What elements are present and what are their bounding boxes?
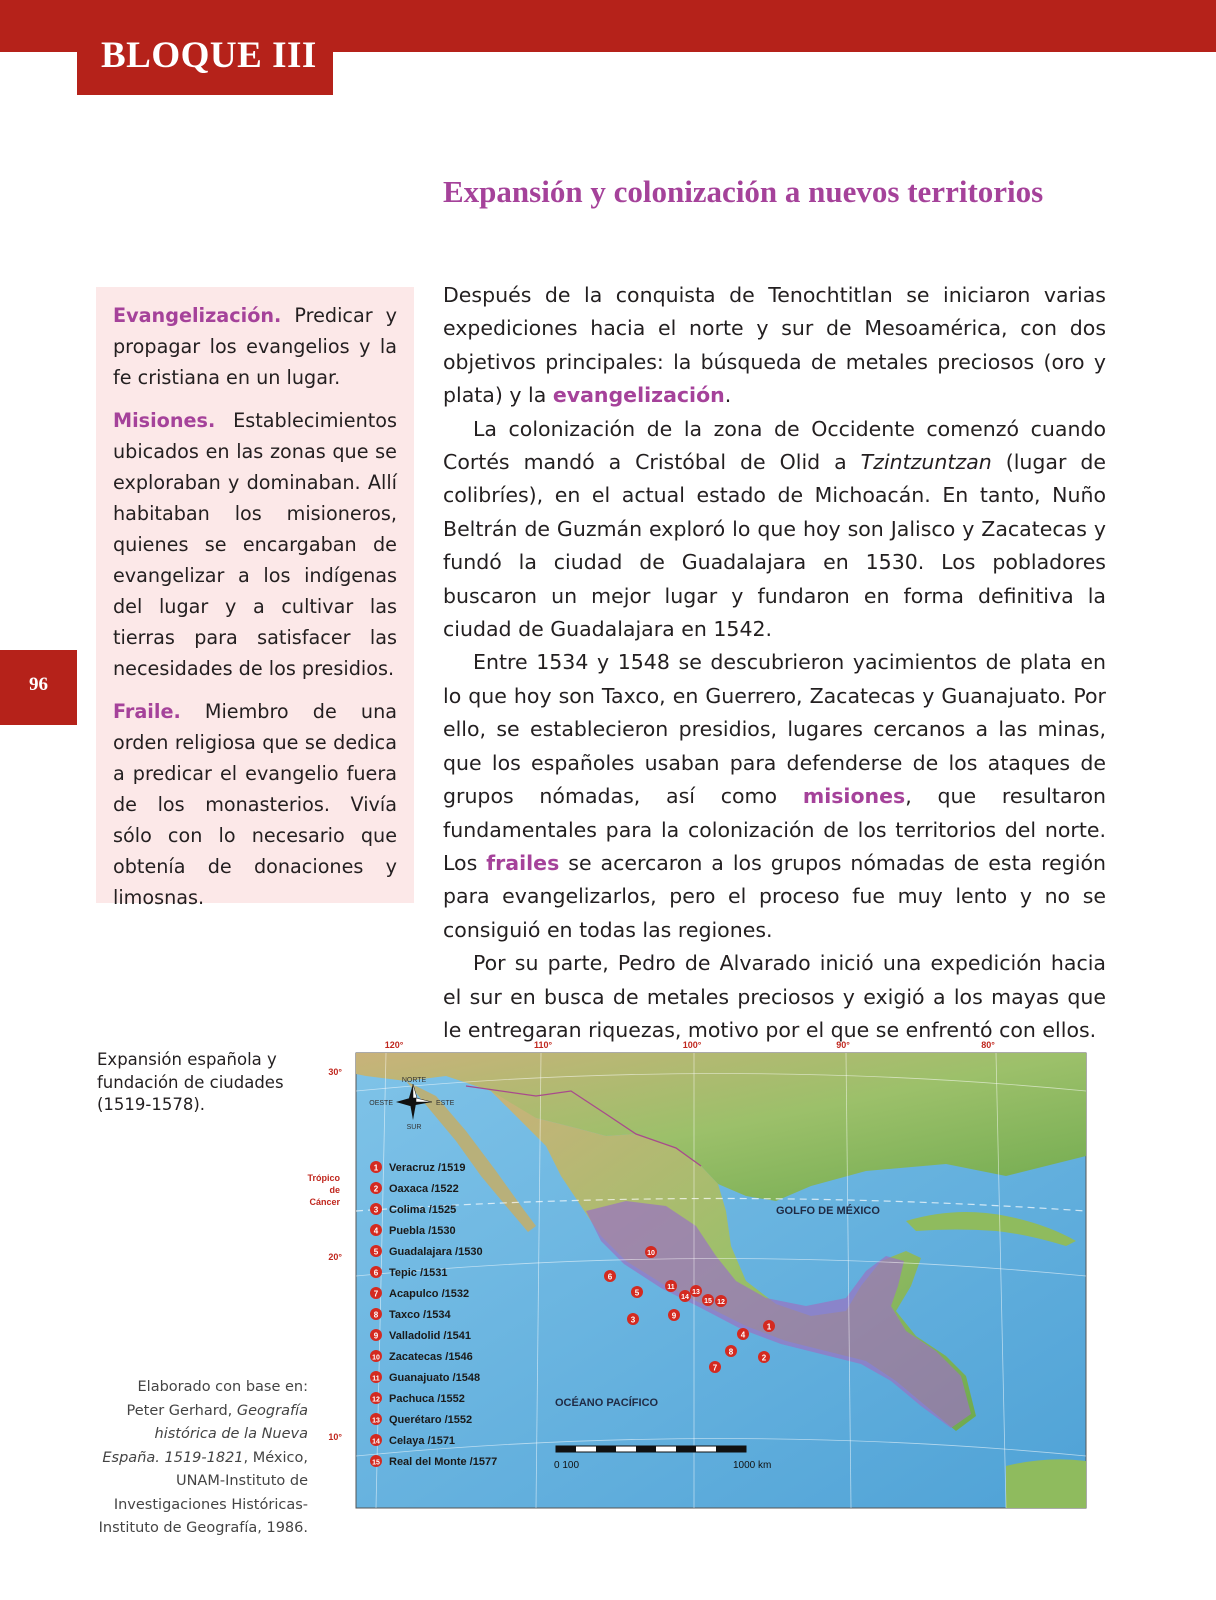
legend-number: 13: [372, 1417, 380, 1425]
legend-number: 5: [373, 1247, 379, 1257]
text: Entre 1534 y 1548 se descubrieron yacimientos de plata en lo que hoy son Taxco, en Guerrero, Zacatecas y Guanajuato. Por ello, se establecieron presidios, lugares cercanos a las minas, que los españoles usaban para defenderse de los ataques de grupos nómadas, así como: [443, 650, 1106, 809]
legend-label: Guanajuato /1548: [389, 1372, 481, 1384]
ocean-label: OCÉANO PACÍFICO: [555, 1397, 659, 1409]
glossary-definition: Establecimientos ubicados en las zonas que se exploraban y dominaban. Allí habitaban los misioneros, quienes se encargaban de evangelizar a los indígenas del lugar y a cultivar las tierras para satisfacer las necesidades de los presidios.: [113, 409, 397, 680]
city-marker-number: 11: [667, 1284, 675, 1291]
compass-east-label: ESTE: [436, 1100, 455, 1107]
city-marker: [690, 1285, 702, 1297]
legend-label: Celaya /1571: [389, 1435, 456, 1447]
paragraph-2: [443, 413, 1106, 647]
legend-label: Colima /1525: [389, 1204, 457, 1216]
paragraph-4: Por su parte, Pedro de Alvarado inició una expedición hacia el sur en busca de metales preciosos y exigió a los mayas que le entregaran riquezas, motivo por el que se enfrentó con ellos.: [443, 951, 1106, 1042]
glossary-definition: Miembro de una orden religiosa que se dedica a predicar el evangelio fuera de los monasterios. Vivía sólo con lo necesario que obtenía de donaciones y limosnas.: [113, 700, 397, 909]
glossary-term: Fraile.: [113, 700, 181, 723]
latitude-label: 10°: [328, 1432, 342, 1442]
city-marker-number: 7: [712, 1363, 718, 1373]
legend-label: Real del Monte /1577: [389, 1456, 498, 1468]
legend-number: 4: [373, 1226, 379, 1236]
scale-start-label: 0 100: [554, 1460, 580, 1471]
city-marker: [631, 1286, 643, 1298]
city-marker: [737, 1328, 749, 1340]
legend-number: 14: [372, 1438, 380, 1446]
legend-label: Acapulco /1532: [389, 1288, 470, 1300]
map-source: [96, 1376, 308, 1541]
latitude-label: 30°: [328, 1067, 342, 1077]
compass-south-label: SUR: [406, 1124, 422, 1131]
legend-label: Tepic /1531: [389, 1267, 448, 1279]
longitude-label: 90°: [836, 1040, 850, 1050]
legend-number: 11: [372, 1375, 380, 1383]
glossary-term: Evangelización.: [113, 304, 282, 327]
city-marker: [604, 1270, 616, 1282]
italic-term: Tzintzuntzan: [860, 450, 992, 475]
section-title: Expansión y colonización a nuevos territorios: [443, 174, 1044, 209]
legend-label: Veracruz /1519: [389, 1162, 466, 1174]
city-marker: [679, 1290, 691, 1302]
glossary-term: Misiones.: [113, 409, 216, 432]
text: Después de la conquista de Tenochtitlan se iniciaron varias expediciones hacia el norte y sur de Mesoamérica, con dos objetivos principales: la búsqueda de metales preciosos (oro y plata) y la: [443, 283, 1106, 408]
city-marker: [645, 1246, 657, 1258]
legend-number: 2: [373, 1184, 379, 1194]
glossary-entry-fraile: [113, 696, 397, 913]
map-caption: Expansión española y fundación de ciudades (1519-1578).: [97, 1050, 284, 1114]
compass-north-label: NORTE: [401, 1077, 427, 1084]
latitude-label: 20°: [328, 1252, 342, 1262]
longitude-label: 80°: [981, 1040, 995, 1050]
city-marker: [725, 1345, 737, 1357]
legend-number: 15: [372, 1459, 380, 1467]
keyword-frailes: frailes: [486, 850, 560, 875]
legend-label: Querétaro /1552: [389, 1414, 473, 1426]
city-marker: [665, 1280, 677, 1292]
legend-label: Oaxaca /1522: [389, 1183, 459, 1195]
text: , México, UNAM-Instituto de Investigaciones Históricas-Instituto de Geografía, 1986.: [98, 1449, 308, 1536]
text: , que resultaron fundamentales para la colonización de los territorios del norte. Los: [443, 784, 1106, 875]
keyword-misiones: misiones: [802, 784, 906, 809]
city-marker: [758, 1351, 770, 1363]
page-number: 96: [29, 674, 48, 695]
glossary: [113, 300, 397, 925]
legend-label: Puebla /1530: [389, 1225, 456, 1237]
longitude-label: 100°: [682, 1040, 702, 1050]
city-marker: [763, 1320, 775, 1332]
legend-number: 12: [372, 1396, 380, 1404]
source-title: Geografía histórica de la Nueva España. 1519-1821: [102, 1402, 308, 1466]
city-marker-number: 10: [647, 1250, 655, 1257]
legend-number: 8: [373, 1310, 379, 1320]
map: [306, 1036, 1106, 1514]
longitude-label: 120°: [384, 1040, 404, 1050]
keyword-evangelizacion: evangelización: [552, 383, 725, 408]
block-title: BLOQUE III: [101, 35, 317, 76]
south-america-land: [1006, 1459, 1086, 1508]
legend-label: Guadalajara /1530: [389, 1246, 483, 1258]
city-marker-number: 13: [692, 1289, 700, 1296]
map-svg: [306, 1036, 1106, 1514]
text: .: [724, 383, 732, 408]
text: Elaborado con base en: Peter Gerhard,: [126, 1379, 308, 1419]
paragraph-1: [443, 279, 1106, 413]
compass-west-label: OESTE: [369, 1100, 393, 1107]
text: (lugar de colibríes), en el actual estado de Michoacán. En tanto, Nuño Beltrán de Guzmán exploró lo que hoy son Jalisco y Zacatecas y fundó la ciudad de Guadalajara en 1530. Los pobladores buscaron un mejor lugar y fundaron en forma definitiva la ciudad de Guadalajara en 1542.: [443, 450, 1106, 642]
scale-end-label: 1000 km: [733, 1460, 772, 1471]
city-marker-number: 6: [607, 1272, 613, 1282]
legend-number: 6: [373, 1268, 379, 1278]
legend-label: Pachuca /1552: [389, 1393, 465, 1405]
city-marker-number: 3: [630, 1315, 636, 1325]
city-marker: [668, 1309, 680, 1321]
legend-item: [370, 1455, 497, 1468]
body-text: [443, 279, 1106, 1047]
legend-label: Zacatecas /1546: [389, 1351, 473, 1363]
text: se acercaron a los grupos nómadas de esta región para evangelizarlos, pero el proceso fue muy lento y no se consiguió en todas las regiones.: [443, 850, 1106, 942]
paragraph-3: [443, 646, 1106, 947]
legend-number: 7: [373, 1289, 379, 1299]
city-marker-number: 9: [671, 1311, 677, 1321]
city-marker-number: 4: [740, 1330, 746, 1340]
city-marker-number: 15: [704, 1298, 712, 1305]
city-marker-number: 12: [717, 1299, 725, 1306]
legend-number: 3: [373, 1205, 379, 1215]
city-marker-number: 1: [766, 1322, 772, 1332]
city-marker: [709, 1361, 721, 1373]
city-marker: [715, 1295, 727, 1307]
glossary-entry-misiones: [113, 405, 397, 684]
tropic-label: de: [329, 1185, 340, 1195]
city-marker-number: 5: [634, 1288, 640, 1298]
city-marker-number: 14: [681, 1294, 689, 1301]
longitude-label: 110°: [533, 1040, 553, 1050]
tropic-label: Trópico: [307, 1173, 340, 1183]
legend-number: 1: [373, 1163, 379, 1173]
gulf-label: GOLFO DE MÉXICO: [776, 1205, 880, 1217]
text: La colonización de la zona de Occidente comenzó cuando Cortés mandó a Cristóbal de Olid a: [443, 416, 1106, 475]
glossary-definition: Predicar y propagar los evangelios y la fe cristiana en un lugar.: [113, 304, 397, 389]
legend-number: 10: [372, 1354, 380, 1362]
tropic-label: Cáncer: [309, 1197, 340, 1207]
glossary-entry-evangelizacion: [113, 300, 397, 393]
city-marker-number: 2: [761, 1353, 767, 1363]
city-marker: [702, 1294, 714, 1306]
city-marker: [627, 1313, 639, 1325]
city-marker-number: 8: [728, 1347, 734, 1357]
legend-label: Taxco /1534: [389, 1309, 451, 1321]
legend-number: 9: [373, 1331, 379, 1341]
legend-label: Valladolid /1541: [389, 1330, 471, 1342]
